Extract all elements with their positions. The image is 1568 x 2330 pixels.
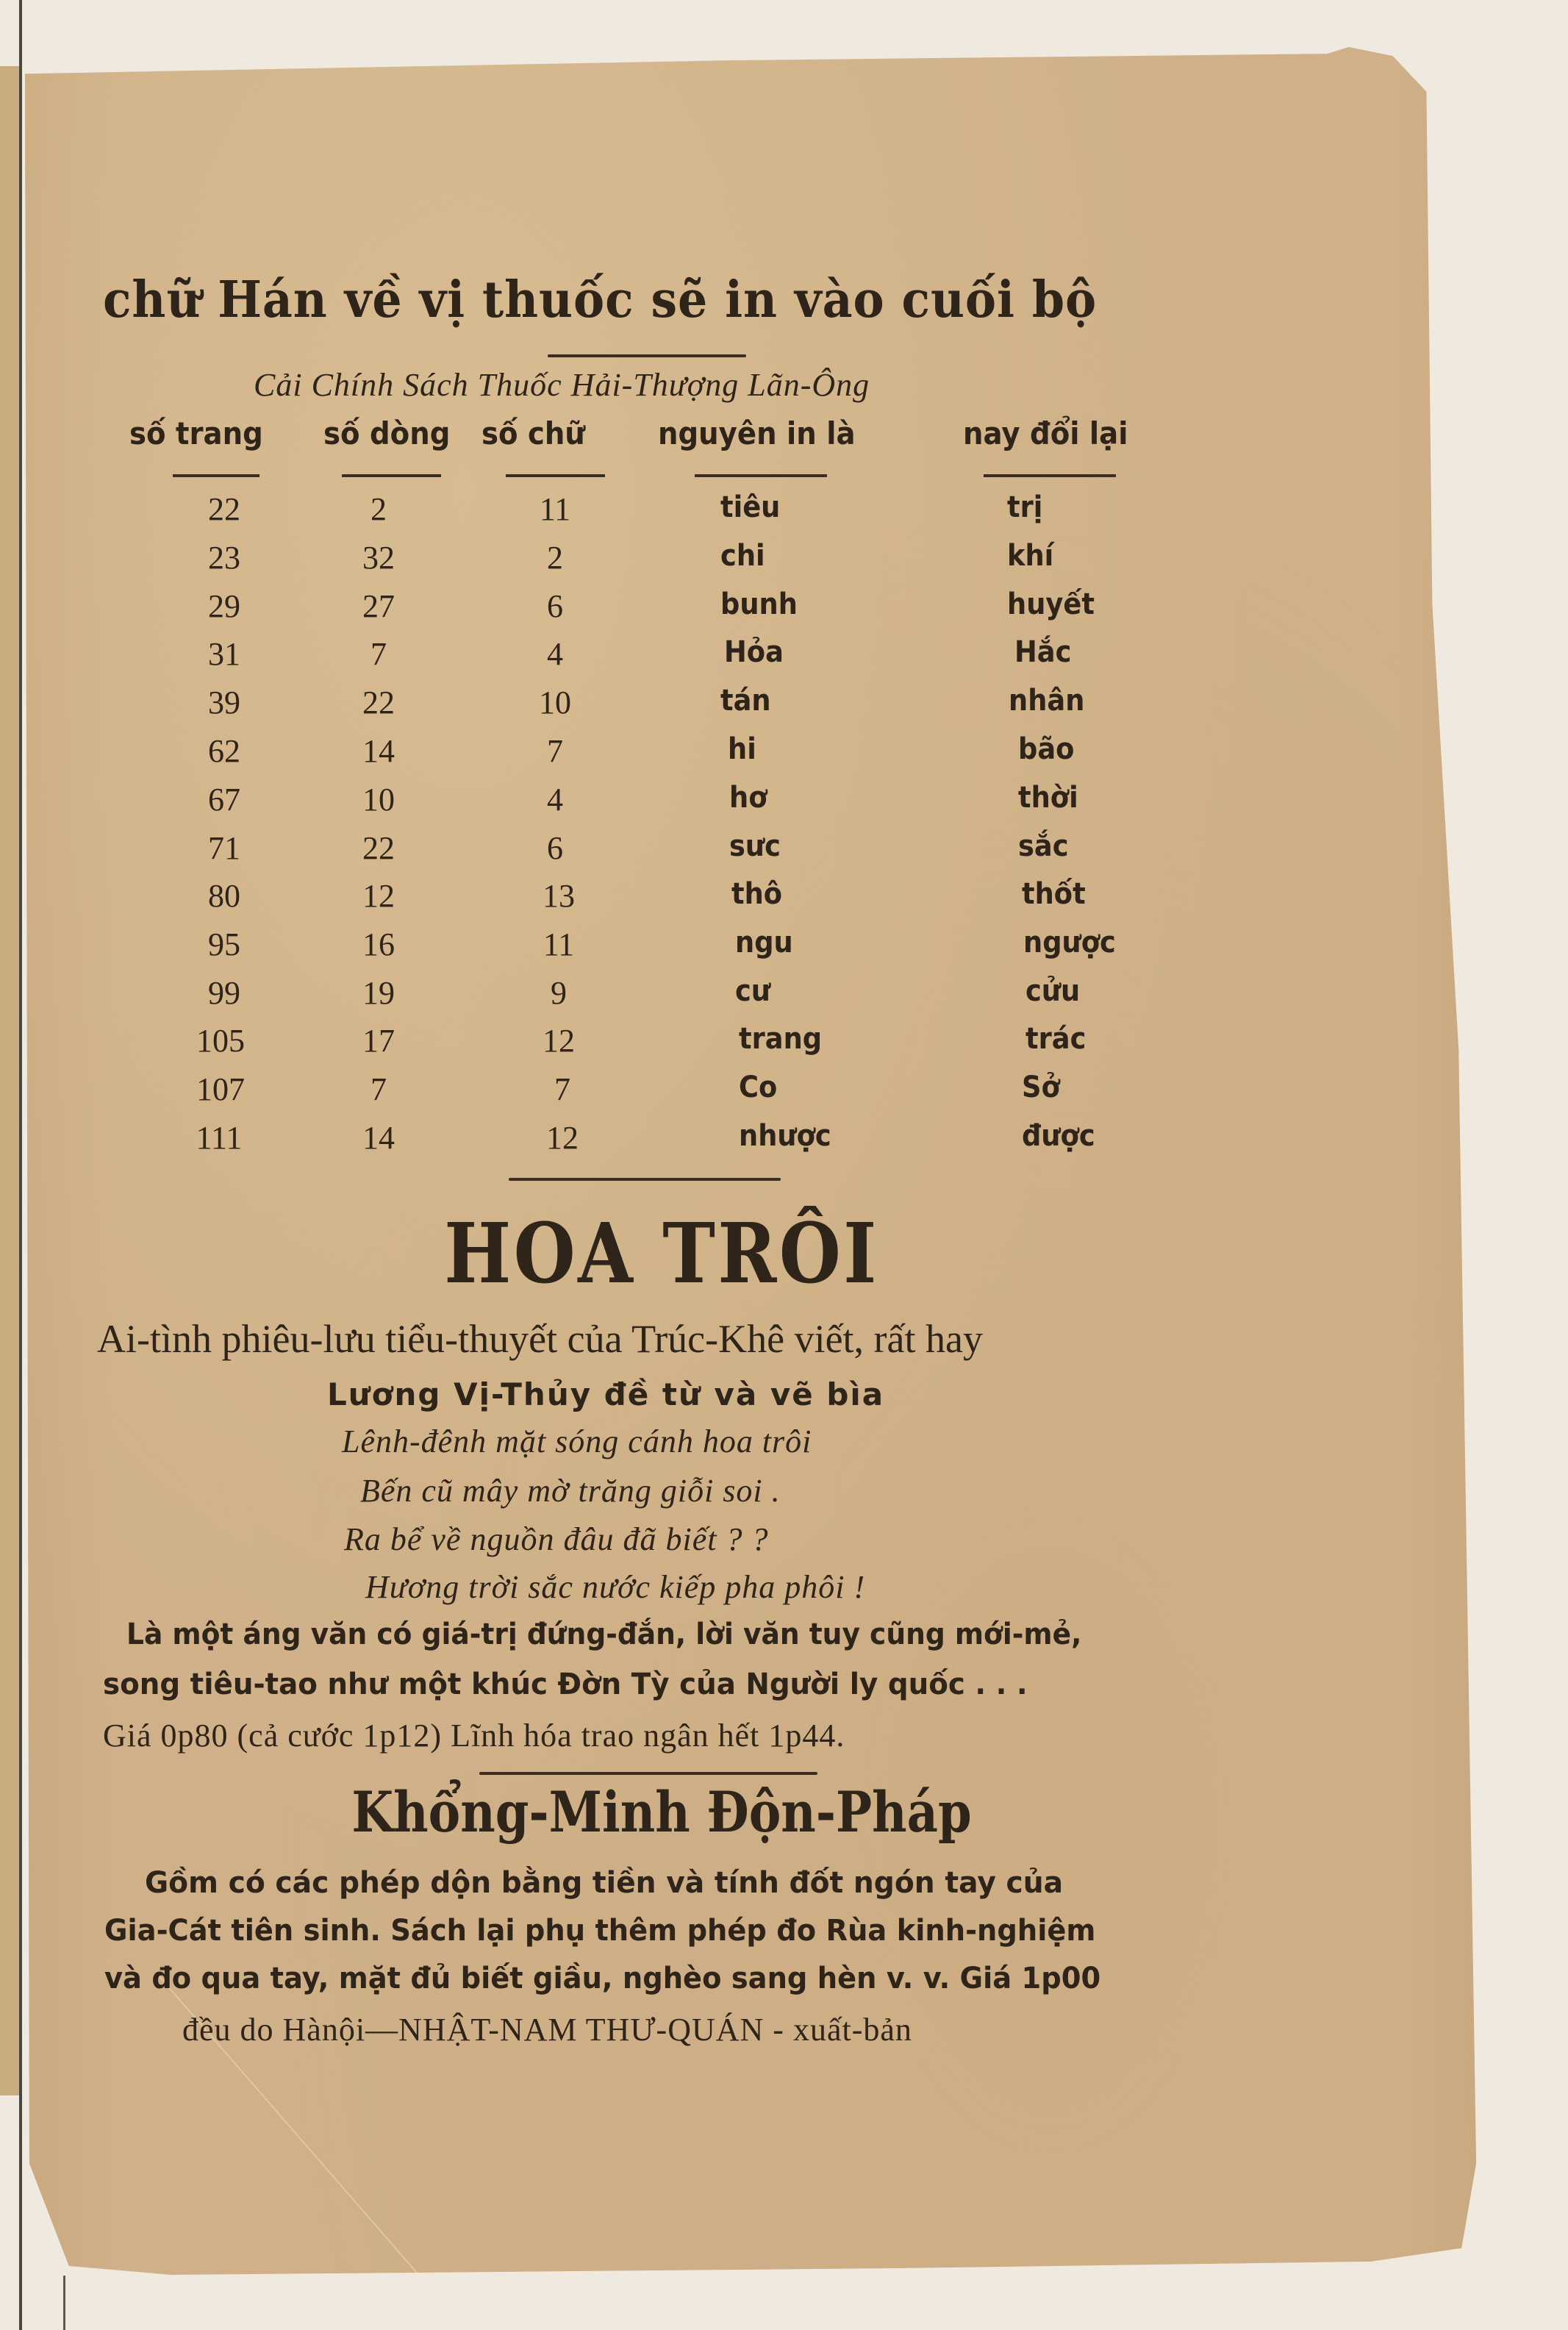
cell-line: 14	[362, 1120, 395, 1156]
cell-corrected: sắc	[1018, 829, 1069, 863]
cell-word-number: 2	[547, 540, 563, 576]
cell-line: 19	[362, 975, 395, 1011]
cell-word-number: 6	[547, 830, 563, 866]
cell-corrected: thốt	[1022, 877, 1086, 911]
poem-line: Bến cũ mây mờ trăng giỗi soi .	[360, 1473, 781, 1509]
binding-rule	[19, 0, 22, 2330]
cell-original: cư	[735, 974, 771, 1008]
column-underline	[506, 474, 605, 477]
cell-original: trang	[739, 1022, 823, 1056]
cell-page: 105	[196, 1023, 245, 1059]
cell-word-number: 7	[547, 733, 563, 769]
cell-line: 32	[362, 540, 395, 576]
table-row	[0, 635, 1568, 681]
cell-page: 95	[208, 926, 240, 962]
cell-page: 39	[208, 685, 240, 721]
cell-line: 22	[362, 685, 395, 721]
book-tagline: Ai-tình phiêu-lưu tiểu-thuyết của Trúc-Khê viết, rất hay	[97, 1317, 983, 1361]
cell-original: Co	[739, 1071, 778, 1104]
cell-corrected: trị	[1007, 490, 1043, 524]
cell-page: 99	[208, 975, 240, 1011]
cell-page: 23	[208, 540, 240, 576]
table-row	[0, 1071, 1568, 1116]
cell-original: Hỏa	[724, 635, 784, 669]
cell-word-number: 6	[547, 588, 563, 624]
cell-word-number: 12	[546, 1120, 579, 1156]
book-title-khong-minh: Khổng-Minh Độn-Pháp	[351, 1779, 972, 1845]
cell-original: nhược	[739, 1119, 831, 1153]
table-row	[0, 781, 1568, 826]
column-header-page: số trang	[129, 415, 263, 451]
cell-original: hi	[728, 732, 756, 766]
book-description-line: Là một áng văn có giá-trị đứng-đắn, lời văn tuy cũng mới-mẻ,	[126, 1618, 1082, 1651]
cell-line: 14	[362, 733, 395, 769]
cell-corrected: được	[1022, 1119, 1095, 1153]
cell-original: chi	[720, 539, 765, 573]
table-row	[0, 974, 1568, 1020]
cell-word-number: 11	[543, 926, 575, 962]
cell-corrected: ngược	[1023, 926, 1116, 959]
errata-heading: chữ Hán về vị thuốc sẽ in vào cuối bộ	[103, 271, 1098, 329]
cell-line: 2	[370, 491, 387, 527]
cell-line: 7	[370, 1071, 387, 1107]
section-divider	[509, 1178, 781, 1181]
column-header-original: nguyên in là	[658, 415, 856, 451]
book-credit: Lương Vị-Thủy đề từ và vẽ bìa	[327, 1376, 885, 1412]
heading-divider	[548, 354, 746, 357]
book-description-line: Gia-Cát tiên sinh. Sách lại phụ thêm phép đo Rùa kinh-nghiệm	[104, 1914, 1096, 1948]
cell-corrected: bão	[1018, 732, 1075, 766]
table-row	[0, 877, 1568, 923]
book-price: Giá 0p80 (cả cước 1p12) Lĩnh hóa trao ngân hết 1p44.	[103, 1718, 845, 1754]
table-row	[0, 684, 1568, 729]
cell-line: 22	[362, 830, 395, 866]
cell-page: 22	[208, 491, 240, 527]
poem-line: Ra bể về nguồn đâu đã biết ? ?	[344, 1521, 769, 1557]
cell-page: 107	[196, 1071, 245, 1107]
cell-line: 7	[370, 636, 387, 672]
table-row	[0, 539, 1568, 585]
cell-page: 29	[208, 588, 240, 624]
cell-line: 16	[362, 926, 395, 962]
cell-page: 31	[208, 636, 240, 672]
cell-page: 71	[208, 830, 240, 866]
cell-page: 67	[208, 782, 240, 818]
cell-word-number: 4	[547, 636, 563, 672]
cell-corrected: huyết	[1007, 587, 1095, 621]
section-divider	[479, 1772, 817, 1775]
book-title-hoa-troi: HOA TRÔI	[444, 1206, 879, 1302]
cell-original: sưc	[729, 829, 781, 863]
cell-corrected: thời	[1018, 781, 1078, 815]
poem-line: Lênh-đênh mặt sóng cánh hoa trôi	[342, 1423, 812, 1459]
cell-corrected: Sở	[1022, 1071, 1060, 1104]
cell-word-number: 9	[551, 975, 567, 1011]
table-row	[0, 1022, 1568, 1068]
book-description-line: Gồm có các phép dộn bằng tiền và tính đốt ngón tay của	[145, 1866, 1064, 1900]
column-underline	[342, 474, 441, 477]
table-row	[0, 829, 1568, 875]
poem-line: Hương trời sắc nước kiếp pha phôi !	[365, 1569, 866, 1605]
table-row	[0, 490, 1568, 536]
publisher-line: đều do Hànội—NHẬT-NAM THƯ-QUÁN - xuất-bản	[182, 2012, 912, 2048]
cell-original: bunh	[720, 587, 798, 621]
cell-corrected: trác	[1025, 1022, 1086, 1056]
cell-corrected: nhân	[1009, 684, 1085, 718]
cell-original: thô	[731, 877, 783, 911]
cell-word-number: 11	[539, 491, 571, 527]
table-row	[0, 926, 1568, 971]
table-row	[0, 587, 1568, 633]
cell-word-number: 7	[554, 1071, 570, 1107]
cell-word-number: 13	[543, 878, 575, 914]
cell-original: ngu	[735, 926, 793, 959]
column-header-line: số dòng	[323, 415, 451, 451]
table-row	[0, 1119, 1568, 1165]
column-underline	[173, 474, 259, 477]
cell-line: 27	[362, 588, 395, 624]
column-header-corrected: nay đổi lại	[963, 415, 1128, 451]
cell-line: 17	[362, 1023, 395, 1059]
book-description-line: song tiêu-tao như một khúc Đờn Tỳ của Người ly quốc . . .	[103, 1668, 1028, 1701]
column-underline	[984, 474, 1116, 477]
cell-word-number: 10	[539, 685, 571, 721]
cell-line: 10	[362, 782, 395, 818]
cell-corrected: Hắc	[1014, 635, 1072, 669]
cell-page: 62	[208, 733, 240, 769]
column-header-word-number: số chữ	[482, 415, 585, 451]
cell-original: tán	[720, 684, 771, 718]
table-row	[0, 732, 1568, 778]
cell-word-number: 4	[547, 782, 563, 818]
errata-subtitle: Cải Chính Sách Thuốc Hải-Thượng Lãn-Ông	[254, 367, 870, 403]
binding-rule-secondary	[63, 2276, 65, 2330]
cell-original: hơ	[729, 781, 767, 815]
cell-page: 80	[208, 878, 240, 914]
cell-word-number: 12	[543, 1023, 575, 1059]
cell-corrected: cửu	[1025, 974, 1081, 1008]
cell-corrected: khí	[1007, 539, 1054, 573]
column-underline	[695, 474, 827, 477]
book-description-line: và đo qua tay, mặt đủ biết giầu, nghèo sang hèn v. v. Giá 1p00	[104, 1962, 1101, 1995]
cell-original: tiêu	[720, 490, 781, 524]
cell-page: 111	[196, 1120, 243, 1156]
cell-line: 12	[362, 878, 395, 914]
